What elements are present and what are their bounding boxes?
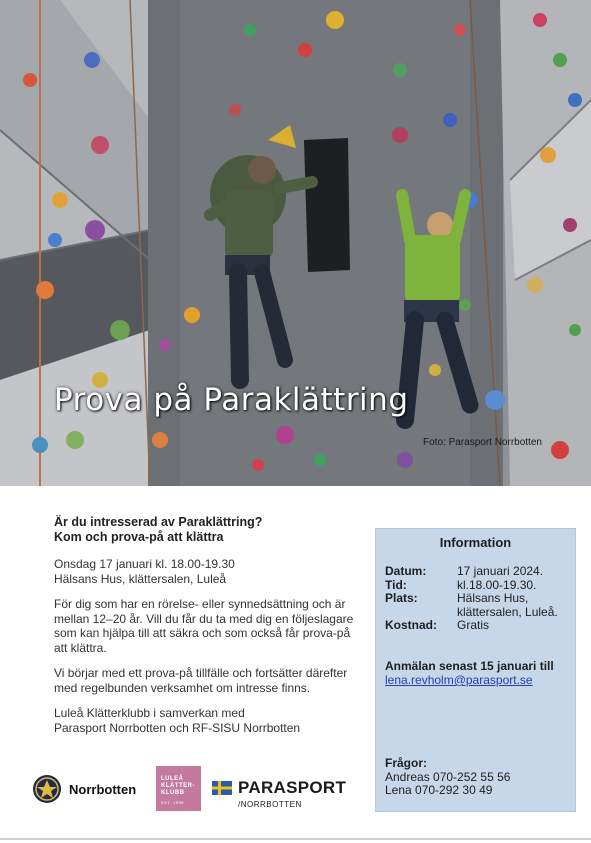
cost-label: Kostnad: <box>385 618 437 632</box>
cost-value: Gratis <box>457 618 490 632</box>
rf-emblem-icon <box>32 774 62 804</box>
questions-contacts <box>385 757 510 798</box>
organizers-line: Luleå Klätterklubb i samverkan med <box>54 706 245 720</box>
information-table <box>385 565 567 633</box>
rf-name: Norrbotten <box>69 781 137 797</box>
parasport-name: PARASPORT <box>238 778 347 797</box>
place-value-line: klättersalen, Luleå. <box>457 604 558 619</box>
contact-lena: Lena 070-292 30 49 <box>385 783 493 797</box>
information-box <box>375 528 576 812</box>
where-line: Hälsans Hus, klättersalen, Luleå <box>54 571 227 586</box>
follow-up-line: Vi börjar med ett prova-på tillfälle och fortsätter därefter <box>54 666 348 680</box>
llk-line: KLUBB <box>161 790 185 796</box>
time-value: kl.18.00-19.30. <box>457 577 537 592</box>
place-value <box>457 592 567 619</box>
time-label: Tid: <box>385 577 407 592</box>
lulea-klatterklubb-logo <box>156 766 201 811</box>
photo-credit: Foto: Parasport Norrbotten <box>423 437 542 448</box>
follow-up-line: med regelbunden verksamhet om intresse finns. <box>54 680 311 695</box>
place-label: Plats: <box>385 591 418 605</box>
info-row-place <box>385 592 567 619</box>
date-value: 17 januari 2024. <box>457 564 544 578</box>
description-line: som kan hjälpa till att säkra och som också får prova-på <box>54 626 351 640</box>
swedish-flag-icon <box>212 781 232 795</box>
date-label: Datum: <box>385 564 427 578</box>
intro-heading <box>54 515 364 545</box>
when-where <box>54 557 364 586</box>
email-link[interactable]: lena.revholm@parasport.se <box>385 673 533 687</box>
description-line: att klättra. <box>54 640 107 655</box>
organizers-line: Parasport Norrbotten och RF-SISU Norrbotten <box>54 720 301 735</box>
organizers <box>54 706 364 735</box>
llk-line: LULEÅ <box>161 776 184 782</box>
llk-est: EST. 1998 <box>161 800 184 805</box>
info-row-date <box>385 565 567 579</box>
when-line: Onsdag 17 januari kl. 18.00-19.30 <box>54 557 235 571</box>
rf-sisu-norrbotten-logo <box>32 774 136 804</box>
questions-label: Frågor: <box>385 756 427 770</box>
place-value-line: Hälsans Hus, <box>457 591 529 605</box>
partner-logos <box>32 764 347 814</box>
hero-title: Prova på Paraklättring <box>54 382 409 418</box>
heading-line: Är du intresserad av Paraklättring? <box>54 515 263 529</box>
contact-andreas: Andreas 070-252 55 56 <box>385 769 511 784</box>
info-row-cost <box>385 619 567 633</box>
heading-line: Kom och prova-på att klättra <box>54 530 224 544</box>
information-title: Information <box>439 535 512 550</box>
llk-line: KLÄTTER- <box>161 783 195 789</box>
follow-up <box>54 666 364 695</box>
intro-text <box>54 515 364 746</box>
description <box>54 597 364 655</box>
registration-deadline: Anmälan senast 15 januari till <box>385 659 554 673</box>
bottom-divider <box>0 838 591 840</box>
description-line: mellan 12–20 år. Vill du får du ta med dig en följeslagare <box>54 611 354 626</box>
parasport-sub: /NORRBOTTEN <box>238 800 302 809</box>
description-line: För dig som har en rörelse- eller synnedsättning och är <box>54 597 346 611</box>
info-row-time <box>385 579 567 593</box>
